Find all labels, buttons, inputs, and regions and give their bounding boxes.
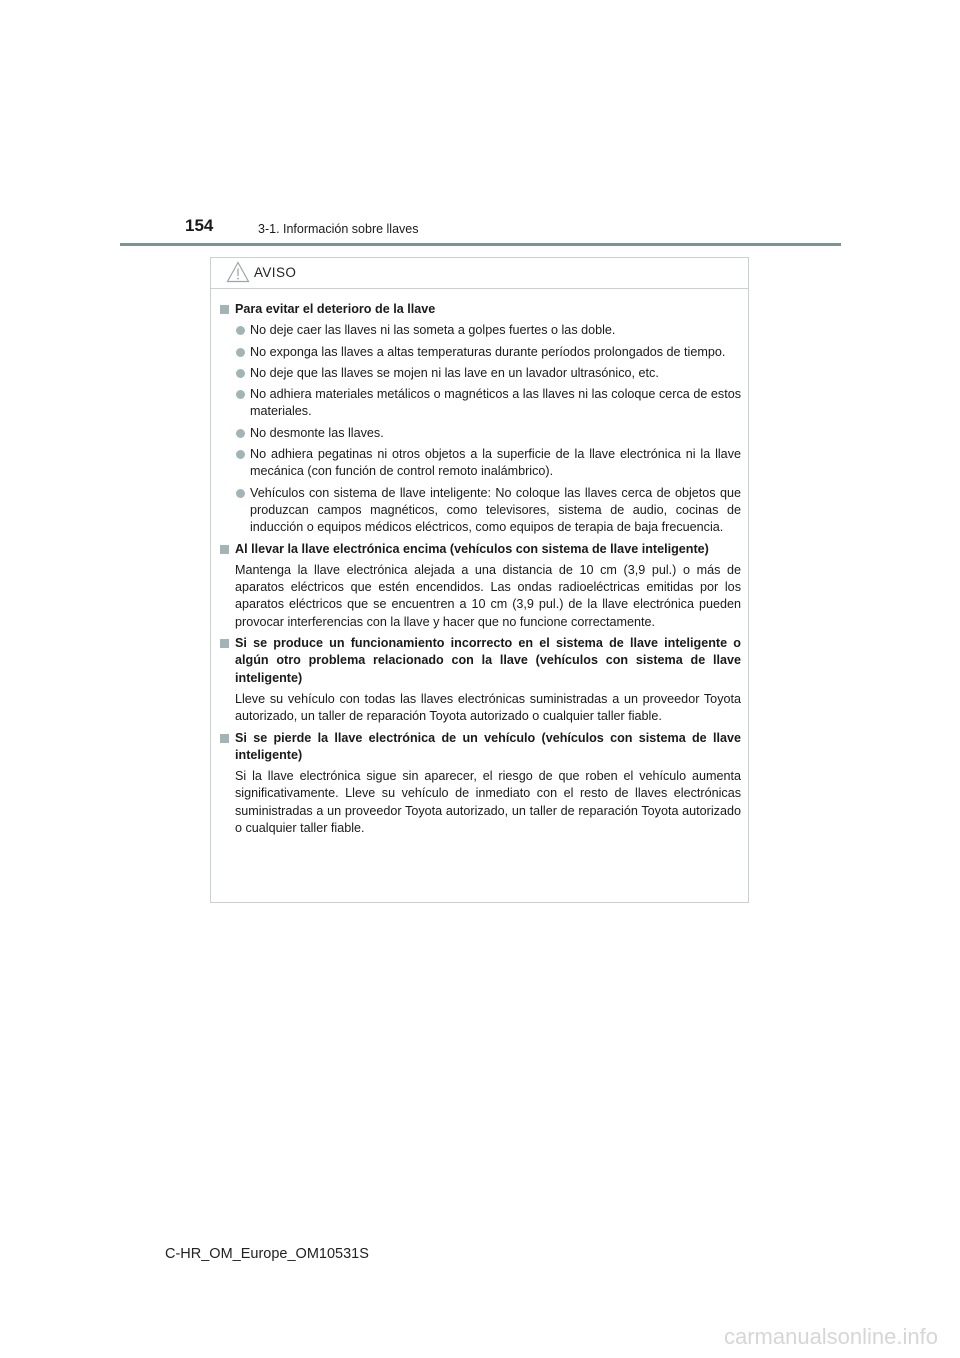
list-item-text: No exponga las llaves a altas temperaturas durante períodos prolongados de tiempo. <box>250 344 726 359</box>
section-paragraph: Si la llave electrónica sigue sin aparecer, el riesgo de que roben el vehículo aumenta significativamente. Lleve su vehículo de inmediato con el resto de llaves electrónicas suministradas a un proveedor Toyota autorizado, un taller de reparación Toyota autorizado o cualquier taller fiable. <box>235 769 741 836</box>
list-item-text: No desmonte las llaves. <box>250 425 384 440</box>
list-item <box>235 386 741 421</box>
notice-body <box>211 289 748 837</box>
notice-title: AVISO <box>254 265 297 280</box>
notice-section <box>218 541 741 558</box>
list-item-text: Vehículos con sistema de llave inteligente: No coloque las llaves cerca de objetos que produzcan campos magnéticos, como televisores, sistema de audio, cocinas de inducción o equipos médicos eléctricos, como equipos de terapia de baja frecuencia. <box>250 485 741 535</box>
list-item <box>235 485 741 537</box>
square-bullet-icon <box>220 305 229 314</box>
page-number: 154 <box>185 216 214 235</box>
list-item-text: No deje caer las llaves ni las someta a golpes fuertes o las doble. <box>250 323 616 338</box>
list-item <box>235 344 741 361</box>
list-item-text: No adhiera pegatinas ni otros objetos a la superficie de la llave electrónica ni la llave mecánica (con función de control remoto inalámbrico). <box>250 447 741 479</box>
list-item <box>235 446 741 481</box>
document-id-footer: C-HR_OM_Europe_OM10531S <box>165 1246 369 1262</box>
section-paragraph: Mantenga la llave electrónica alejada a una distancia de 10 cm (3,9 pul.) o más de aparatos eléctricos que estén encendidos. Las ondas radioeléctricas emitidas por los aparatos eléctricos que se encuentren a 10 cm (3,9 pul.) de la llave electrónica pueden provocar interferencias con la llave y hacer que no funcione correctamente. <box>235 562 741 629</box>
section-heading: Si se pierde la llave electrónica de un vehículo (vehículos con sistema de llave inteligente) <box>235 730 741 762</box>
list-item <box>235 365 741 382</box>
list-item-text: No adhiera materiales metálicos o magnéticos a las llaves ni las coloque cerca de estos materiales. <box>250 387 741 419</box>
list-item <box>235 425 741 442</box>
section-paragraph: Lleve su vehículo con todas las llaves electrónicas suministradas a un proveedor Toyota autorizado, un taller de reparación Toyota autorizado o cualquier taller fiable. <box>235 691 741 724</box>
section-heading: Si se produce un funcionamiento incorrecto en el sistema de llave inteligente o algún otro problema relacionado con la llave (vehículos con sistema de llave inteligente) <box>235 636 741 685</box>
circle-bullet-icon <box>236 390 245 399</box>
square-bullet-icon <box>220 545 229 554</box>
list-item <box>235 322 741 339</box>
watermark: carmanualsonline.info <box>723 1324 938 1349</box>
square-bullet-icon <box>220 734 229 743</box>
circle-bullet-icon <box>236 348 245 357</box>
section-heading: Al llevar la llave electrónica encima (vehículos con sistema de llave inteligente) <box>235 541 709 556</box>
notice-header <box>211 258 748 289</box>
circle-bullet-icon <box>236 489 245 498</box>
notice-section <box>218 635 741 687</box>
square-bullet-icon <box>220 639 229 648</box>
header-rule <box>120 243 841 246</box>
warning-triangle-icon <box>226 261 250 283</box>
notice-section <box>218 301 741 318</box>
section-heading: Para evitar el deterioro de la llave <box>235 302 436 316</box>
section-title: 3-1. Información sobre llaves <box>258 222 419 236</box>
circle-bullet-icon <box>236 326 245 335</box>
warning-notice-box <box>210 257 749 903</box>
circle-bullet-icon <box>236 450 245 459</box>
circle-bullet-icon <box>236 429 245 438</box>
circle-bullet-icon <box>236 369 245 378</box>
notice-section <box>218 730 741 765</box>
list-item-text: No deje que las llaves se mojen ni las lave en un lavador ultrasónico, etc. <box>250 365 659 380</box>
